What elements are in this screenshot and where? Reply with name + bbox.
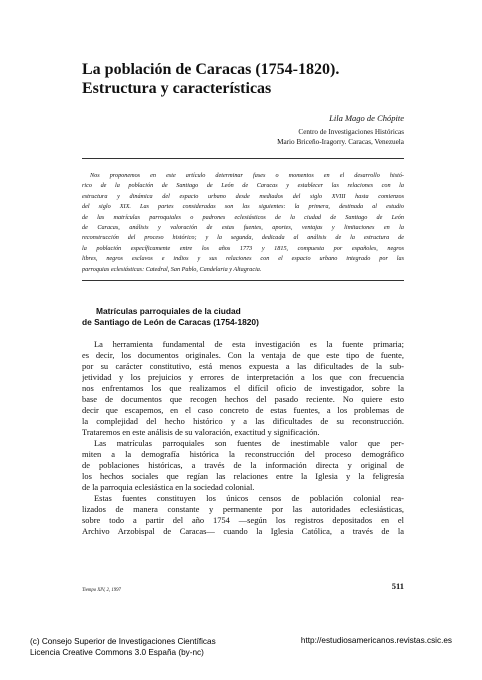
body-line: Archivo Arzobispal de Caracas— cuando la Iglesia Católica, a través de la bbox=[82, 526, 404, 536]
abstract-line: del siglo XIX. Las partes consideradas son las siguientes: la primera, destinada al estudio bbox=[82, 203, 404, 211]
abstract-bottom-rule bbox=[82, 280, 404, 281]
body-line: sobre todo a partir del año 1754 —según los registros depositados en el bbox=[82, 515, 404, 525]
body-line: Trataremos en este análisis de su valoración, exactitud y significación. bbox=[82, 427, 320, 437]
author-affiliation bbox=[82, 127, 404, 147]
abstract bbox=[82, 171, 404, 275]
body-line: los hechos sociales que regían las relaciones entre la Iglesia y la feligresía bbox=[82, 471, 404, 481]
affiliation-line: Centro de Investigaciones Históricas bbox=[298, 128, 404, 136]
abstract-line: libres, negros esclavos e indios y sus relaciones con el espacio urbano integrado por las bbox=[82, 255, 404, 263]
abstract-top-rule bbox=[82, 158, 404, 159]
body-line: por su carácter constitutivo, está menos expuesta a las dificultades de la sub- bbox=[82, 361, 404, 371]
article-title bbox=[82, 60, 412, 98]
author-name: Lila Mago de Chópite bbox=[329, 113, 404, 123]
body-line: la complejidad del hecho histórico y a las dificultades de su reconstrucción. bbox=[82, 416, 404, 426]
page-number: 511 bbox=[391, 581, 404, 591]
abstract-line: la población específicamente entre los años 1773 y 1815, compuesta por españoles, negros bbox=[82, 244, 404, 252]
abstract-line: rico de la población de Santiago de León de Caracas y establecer las relaciones con la bbox=[82, 182, 404, 190]
body-line: Estas fuentes constituyen los únicos censos de población colonial rea- bbox=[94, 493, 404, 503]
affiliation-line: Mario Briceño-Iragorry. Caracas, Venezuela bbox=[277, 138, 404, 146]
body-line: lizados de manera constante y permanente por las autoridades eclesiásticas, bbox=[82, 504, 404, 514]
abstract-line: Nos proponemos en este artículo determinar fases o momentos en el desarrollo histó- bbox=[90, 172, 404, 179]
body-line: miten a la demografía histórica la reconstrucción del proceso demográfico bbox=[82, 449, 404, 459]
body-line: base de documentos que recogen hechos del pasado reciente. No quiere esto bbox=[82, 394, 404, 404]
license-line: (c) Consejo Superior de Investigaciones Científicas bbox=[30, 637, 216, 646]
body-line: de la parroquia eclesiástica en la sociedad colonial. bbox=[82, 482, 255, 492]
body-line: La herramienta fundamental de esta investigación es la fuente primaria; bbox=[94, 339, 404, 349]
body-line: es decir, los documentos originales. Con la ventaja de que este tipo de fuente, bbox=[82, 350, 404, 360]
body-line: de poblaciones históricas, a través de la información directa y original de bbox=[82, 460, 404, 470]
license-line: Licencia Creative Commons 3.0 España (by-nc) bbox=[30, 648, 204, 657]
body-line: Las matrículas parroquiales son fuentes de inestimable valor que per- bbox=[94, 438, 404, 448]
journal-citation: Tiempo XIV, 2, 1997 bbox=[82, 588, 121, 593]
body-line: decir que escapemos, en el caso concreto de estas fuentes, a los problemas de bbox=[82, 405, 404, 415]
license-notice bbox=[30, 636, 216, 658]
abstract-line: parroquias eclesiásticas: Catedral, San Pablo, Candelaria y Altagracia. bbox=[82, 265, 262, 273]
title-line: Estructura y características bbox=[82, 80, 272, 97]
body-line: nos enfrentamos los que realizamos el difícil oficio de investigador, sobre la bbox=[82, 383, 404, 393]
section-heading-line: Matrículas parroquiales de la ciudad bbox=[96, 306, 241, 316]
title-line: La población de Caracas (1754-1820). bbox=[82, 61, 340, 78]
abstract-line: estructura y dinámica del espacio urbano desde mediados del siglo XVIII hasta comienzos bbox=[82, 192, 404, 200]
section-heading-line: de Santiago de León de Caracas (1754-1820) bbox=[82, 317, 259, 327]
abstract-line: de las matrículas parroquiales o padrones eclesiásticos de la ciudad de Santiago de León bbox=[82, 213, 404, 221]
abstract-line: reconstrucción del proceso histórico; y la segunda, dedicada al análisis de la estructura de bbox=[82, 234, 404, 242]
body-text bbox=[82, 339, 404, 537]
body-line: jetividad y los prejuicios y errores de interpretación a los que con frecuencia bbox=[82, 372, 404, 382]
abstract-line: de Caracas, análisis y valoración de estas fuentes, aportes, ventajas y limitaciones en la bbox=[82, 224, 404, 232]
journal-url[interactable]: http://estudiosamericanos.revistas.csic.es bbox=[300, 636, 452, 645]
section-heading bbox=[82, 306, 404, 328]
